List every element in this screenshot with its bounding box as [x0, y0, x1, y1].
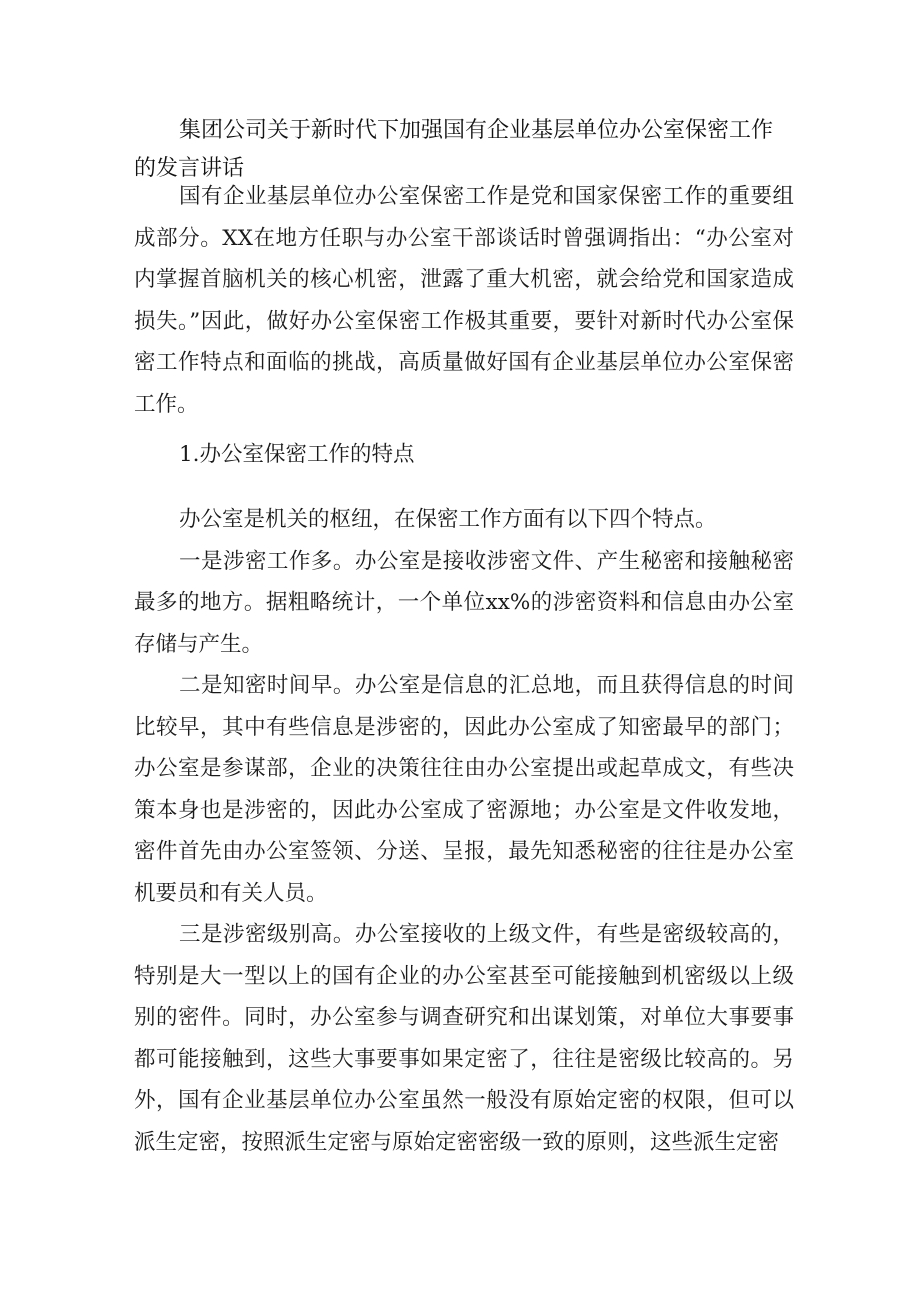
document-body	[134, 176, 794, 1163]
point-one-paragraph: 一是涉密工作多。办公室是接收涉密文件、产生秘密和接触秘密最多的地方。据粗略统计，一个单位xx%的涉密资料和信息由办公室存储与产生。	[134, 548, 794, 657]
point-three-paragraph: 三是涉密级别高。办公室接收的上级文件，有些是密级较高的，特别是大一型以上的国有企业的办公室甚至可能接触到机密级以上级别的密件。同时，办公室参与调查研究和出谋划策，对单位大事要事都可能接触到，这些大事要事如果定密了，往往是密级比较高的。另外，国有企业基层单位办公室虽然一般没有原始定密的权限，但可以派生定密，按照派生定密与原始定密密级一致的原则，这些派生定密	[134, 922, 794, 1155]
point-two-paragraph: 二是知密时间早。办公室是信息的汇总地，而且获得信息的时间比较早，其中有些信息是涉密的，因此办公室成了知密最早的部门；办公室是参谋部，企业的决策往往由办公室提出或起草成文，有些决策本身也是涉密的，因此办公室成了密源地；办公室是文件收发地，密件首先由办公室签领、分送、呈报，最先知悉秘密的往往是办公室机要员和有关人员。	[134, 673, 794, 906]
section-heading: 1.办公室保密工作的特点	[179, 442, 415, 467]
document-title: 集团公司关于新时代下加强国有企业基层单位办公室保密工作的发言讲话	[134, 118, 774, 181]
section-lead-paragraph: 办公室是机关的枢纽，在保密工作方面有以下四个特点。	[179, 507, 717, 532]
intro-paragraph: 国有企业基层单位办公室保密工作是党和国家保密工作的重要组成部分。XX在地方任职与办公室干部谈话时曾强调指出：“办公室对内掌握首脑机关的核心机密，泄露了重大机密，就会给党和国家造成损失。”因此，做好办公室保密工作极其重要，要针对新时代办公室保密工作特点和面临的挑战，高质量做好国有企业基层单位办公室保密工作。	[134, 184, 794, 417]
